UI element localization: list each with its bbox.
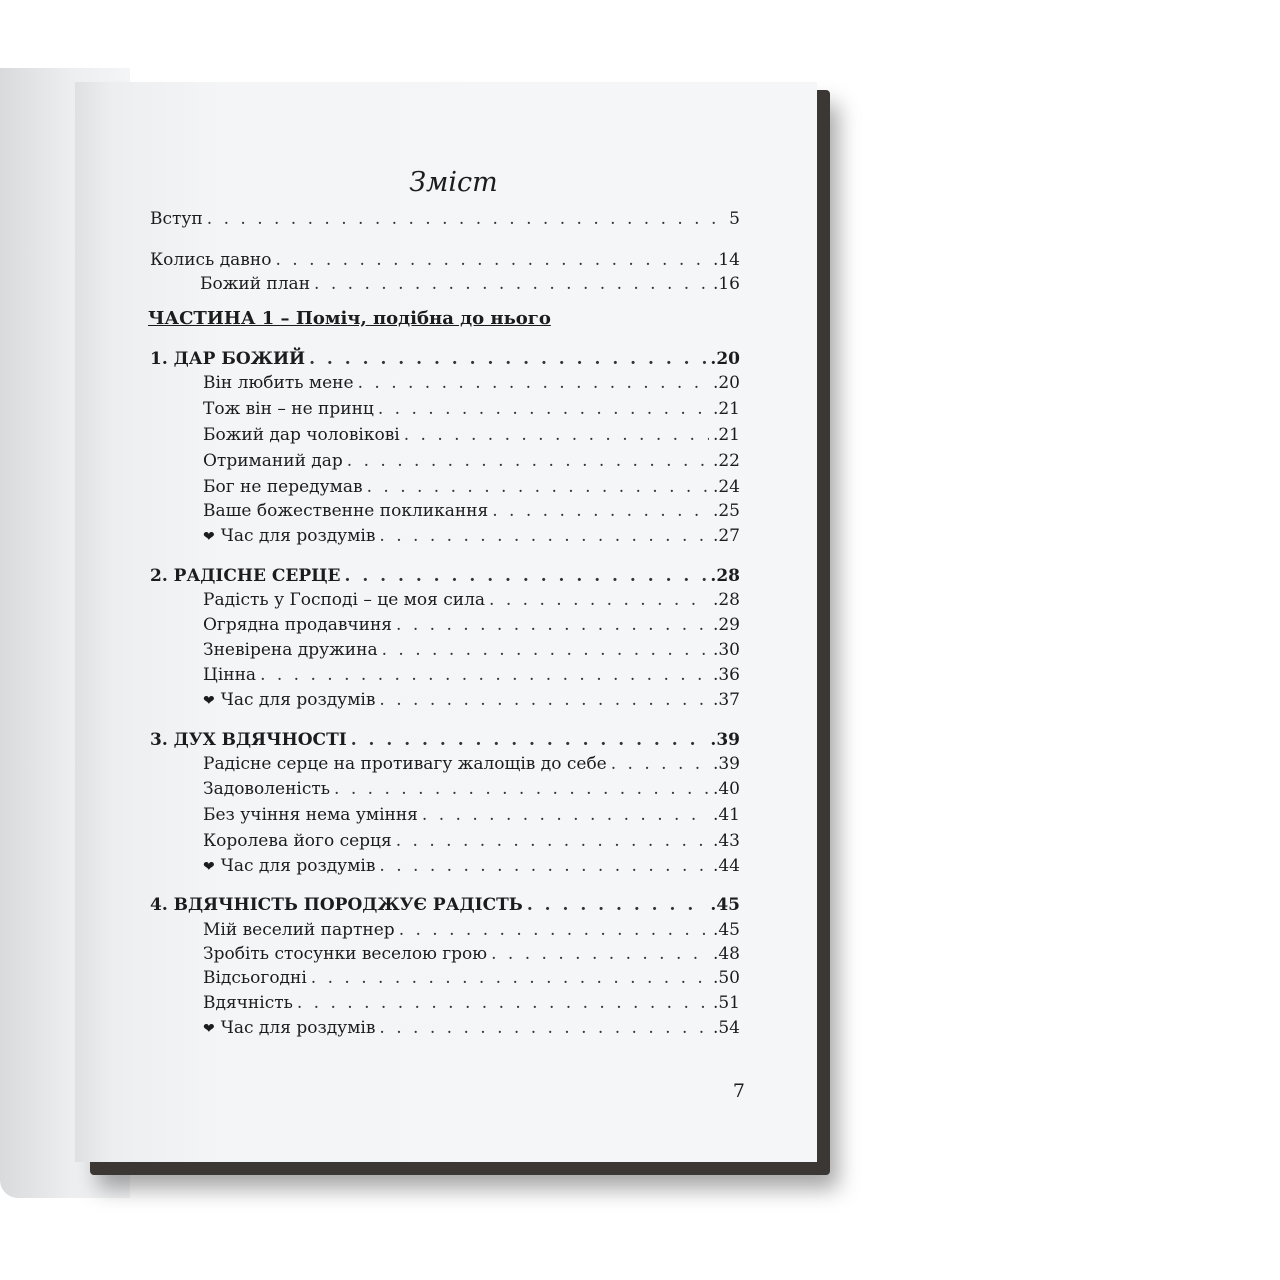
dot-leader <box>378 399 709 419</box>
dot-leader <box>396 615 709 635</box>
toc-entry-label: Час для роздумів <box>220 1018 376 1038</box>
toc-subentry <box>203 640 740 666</box>
dot-leader <box>358 373 709 393</box>
toc-entry-label: Відсьогодні <box>203 968 307 988</box>
dot-leader <box>351 730 707 750</box>
dot-leader <box>489 590 709 610</box>
chapter-page: .39 <box>710 730 740 750</box>
toc-entry-label: Отриманий дар <box>203 451 343 471</box>
toc-subentry <box>203 665 740 691</box>
toc-subentry <box>203 779 740 805</box>
dot-leader <box>345 566 707 586</box>
toc-entry-page: 5 <box>729 209 740 229</box>
toc-subentry <box>203 856 740 882</box>
toc-entry-page: .37 <box>712 690 740 710</box>
dot-leader <box>334 779 709 799</box>
toc-entry-page: .14 <box>712 250 740 270</box>
toc-entry-label: Тож він – не принц <box>203 399 374 419</box>
toc-entry-label: Колись давно <box>150 250 272 270</box>
toc-entry-label: Радість у Господі – це моя сила <box>203 590 486 610</box>
dot-leader <box>207 209 725 229</box>
toc-entry-page: .20 <box>712 373 740 393</box>
toc-subentry <box>200 274 740 300</box>
toc-entry-page: .29 <box>712 615 740 635</box>
toc-entry-label: Час для роздумів <box>220 526 376 546</box>
toc-entry-page: .36 <box>712 665 740 685</box>
heart-icon: ❤ <box>203 859 215 875</box>
dot-leader <box>347 451 709 471</box>
page-title: Зміст <box>409 167 498 198</box>
toc-subentry <box>203 754 740 780</box>
dot-leader <box>491 944 709 964</box>
contents-page <box>75 82 817 1162</box>
toc-chapter <box>150 566 740 592</box>
toc-subentry <box>203 451 740 477</box>
heart-icon: ❤ <box>203 529 215 545</box>
dot-leader <box>399 920 709 940</box>
dot-leader <box>311 968 709 988</box>
dot-leader <box>379 690 709 710</box>
toc-chapter <box>150 349 740 375</box>
toc-entry-page: .43 <box>712 831 740 851</box>
toc-entry-label: Задоволеність <box>203 779 331 799</box>
dot-leader <box>379 526 709 546</box>
chapter-label: 3. ДУХ ВДЯЧНОСТІ <box>150 730 347 750</box>
dot-leader <box>422 805 709 825</box>
toc-entry-label: Бог не передумав <box>203 477 363 497</box>
toc-subentry <box>203 373 740 399</box>
toc-entry-label: Королева його серця <box>203 831 392 851</box>
dot-leader <box>367 477 709 497</box>
toc-chapter <box>150 895 740 921</box>
dot-leader <box>297 993 709 1013</box>
toc-entry-label: Він любить мене <box>203 373 354 393</box>
heart-icon: ❤ <box>203 1021 215 1037</box>
page-number: 7 <box>732 1080 745 1102</box>
toc-entry <box>150 250 740 276</box>
chapter-page: .20 <box>710 349 740 369</box>
toc-entry <box>150 209 740 235</box>
toc-subentry <box>203 526 740 552</box>
toc-entry-label: Божий дар чоловікові <box>203 425 400 445</box>
toc-subentry <box>203 690 740 716</box>
toc-entry-page: .50 <box>712 968 740 988</box>
toc-entry-page: .30 <box>712 640 740 660</box>
toc-entry-page: .21 <box>712 425 740 445</box>
dot-leader <box>379 1018 709 1038</box>
toc-subentry <box>203 425 740 451</box>
dot-leader <box>404 425 709 445</box>
toc-entry-label: Огрядна продавчиня <box>203 615 393 635</box>
toc-entry-page: .22 <box>712 451 740 471</box>
toc-subentry <box>203 920 740 946</box>
dot-leader <box>527 895 707 915</box>
toc-entry-label: Вступ <box>150 209 203 229</box>
toc-entry-page: .45 <box>712 920 740 940</box>
chapter-label: 1. ДАР БОЖИЙ <box>150 349 306 369</box>
toc-subentry <box>203 399 740 425</box>
toc-entry-page: .48 <box>712 944 740 964</box>
toc-entry-label: Вдячність <box>203 993 293 1013</box>
dot-leader <box>396 831 709 851</box>
toc-subentry <box>203 590 740 616</box>
dot-leader <box>314 274 709 294</box>
toc-subentry <box>203 805 740 831</box>
toc-entry-label: Ваше божественне покликання <box>203 501 489 521</box>
toc-entry-page: .54 <box>712 1018 740 1038</box>
toc-entry-label: Без учіння нема уміння <box>203 805 418 825</box>
toc-subentry <box>203 831 740 857</box>
toc-entry-label: Час для роздумів <box>220 690 376 710</box>
toc-subentry <box>203 501 740 527</box>
part-heading: ЧАСТИНА 1 – Поміч, подібна до нього <box>148 308 551 329</box>
toc-entry-label: Божий план <box>200 274 311 294</box>
chapter-label: 4. ВДЯЧНІСТЬ ПОРОДЖУЄ РАДІСТЬ <box>150 895 523 915</box>
toc-entry-page: .39 <box>712 754 740 774</box>
toc-subentry <box>203 968 740 994</box>
dot-leader <box>260 665 709 685</box>
toc-entry-page: .21 <box>712 399 740 419</box>
toc-subentry <box>203 615 740 641</box>
chapter-label: 2. РАДІСНЕ СЕРЦЕ <box>150 566 341 586</box>
toc-entry-page: .24 <box>712 477 740 497</box>
toc-entry-label: Цінна <box>203 665 257 685</box>
dot-leader <box>492 501 709 521</box>
dot-leader <box>611 754 709 774</box>
toc-entry-page: .41 <box>712 805 740 825</box>
toc-subentry <box>203 944 740 970</box>
dot-leader <box>379 856 709 876</box>
toc-subentry <box>203 1018 740 1044</box>
toc-entry-label: Зневірена дружина <box>203 640 378 660</box>
toc-entry-label: Мій веселий партнер <box>203 920 395 940</box>
toc-entry-label: Радісне серце на противагу жалощів до себе <box>203 754 607 774</box>
toc-entry-page: .51 <box>712 993 740 1013</box>
toc-entry-page: .28 <box>712 590 740 610</box>
dot-leader <box>275 250 709 270</box>
dot-leader <box>382 640 709 660</box>
toc-entry-page: .44 <box>712 856 740 876</box>
toc-entry-page: .16 <box>712 274 740 294</box>
toc-subentry <box>203 477 740 503</box>
toc-entry-page: .40 <box>712 779 740 799</box>
dot-leader <box>309 349 706 369</box>
heart-icon: ❤ <box>203 693 215 709</box>
toc-entry-page: .27 <box>712 526 740 546</box>
toc-entry-label: Зробіть стосунки веселою грою <box>203 944 488 964</box>
toc-entry-page: .25 <box>712 501 740 521</box>
chapter-page: .45 <box>710 895 740 915</box>
chapter-page: .28 <box>710 566 740 586</box>
toc-subentry <box>203 993 740 1019</box>
toc-chapter <box>150 730 740 756</box>
toc-entry-label: Час для роздумів <box>220 856 376 876</box>
